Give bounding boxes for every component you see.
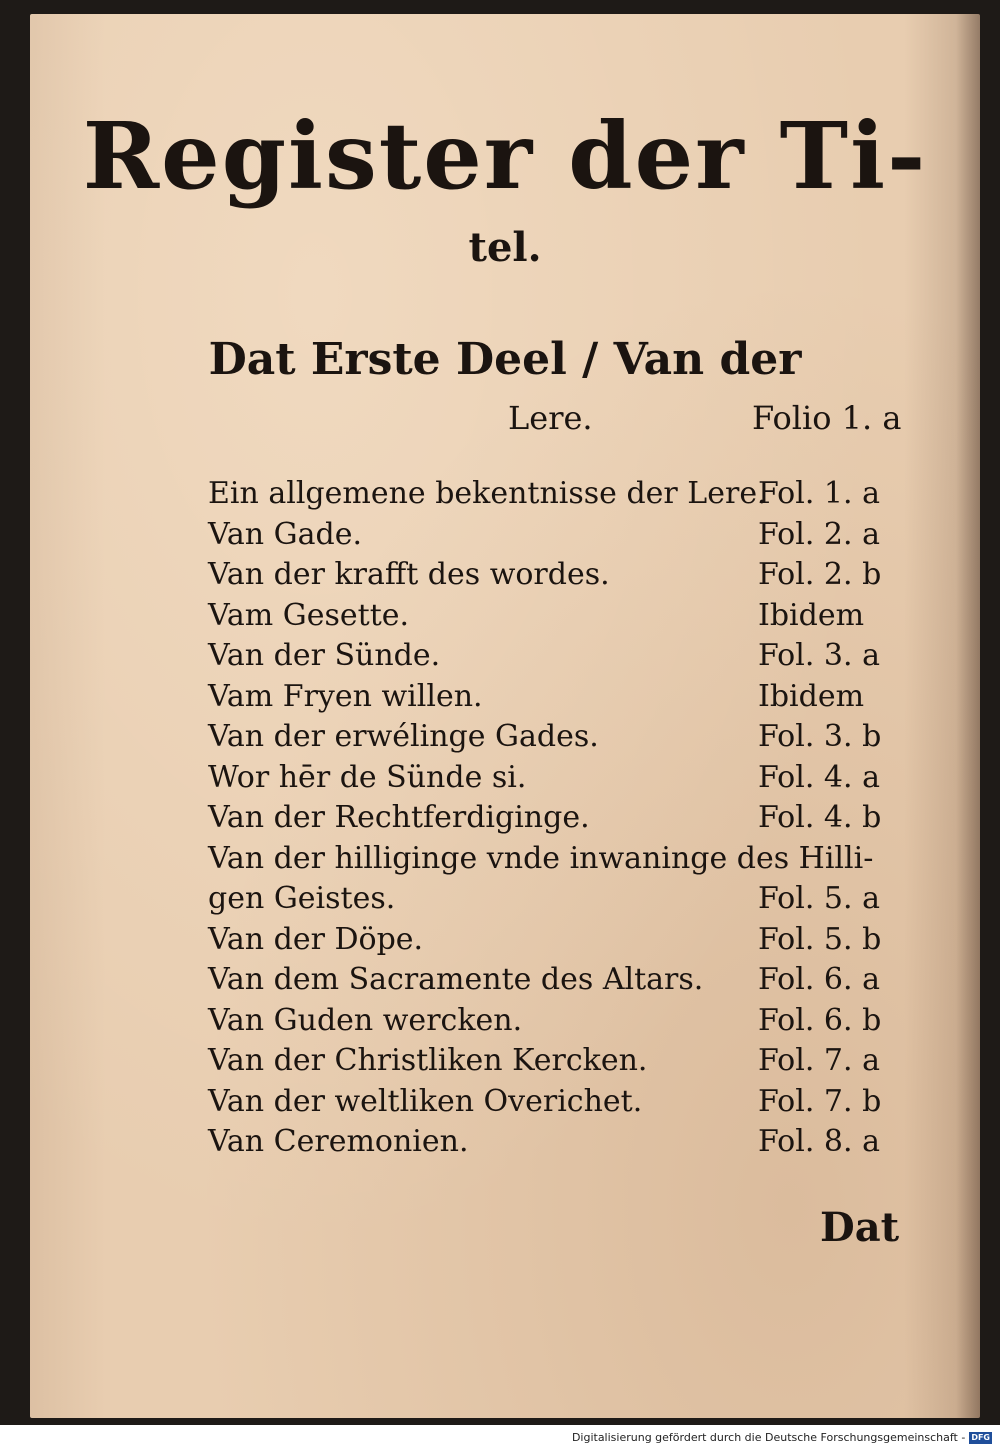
entry-title: gen Geistes. <box>208 881 396 916</box>
list-item <box>208 719 908 760</box>
page-title-continuation: tel. <box>468 224 542 271</box>
digitization-footer <box>572 1431 992 1444</box>
section-heading: Dat Erste Deel / Van der <box>208 334 802 385</box>
dfg-logo-icon: DFG <box>971 1432 990 1442</box>
list-item <box>208 679 908 720</box>
entry-folio: Fol. 4. a <box>758 759 880 795</box>
entry-folio: Fol. 8. a <box>758 1124 880 1159</box>
entry-title: Van Gade. <box>208 516 362 552</box>
list-item <box>208 557 908 598</box>
entry-folio: Fol. 6. b <box>758 1002 882 1038</box>
entry-title: Van der Döpe. <box>208 921 424 957</box>
catchword: Dat <box>820 1204 900 1251</box>
entry-folio: Fol. 5. a <box>758 881 880 916</box>
list-item <box>208 517 908 558</box>
entry-title: Wor hēr de Sünde si. <box>208 759 527 795</box>
list-item <box>208 922 908 963</box>
entry-folio: Fol. 1. a <box>758 476 880 511</box>
list-item <box>208 800 908 841</box>
page-title: Register der Ti- <box>82 102 928 210</box>
entry-title: Vam Gesette. <box>208 597 410 633</box>
entry-folio: Fol. 2. a <box>758 516 880 552</box>
list-item <box>208 1043 908 1084</box>
entry-title: Van der Rechtferdiginge. <box>208 800 590 835</box>
entry-title: Van der hilliginge vnde inwaninge des Hilli- <box>208 840 874 876</box>
entry-folio: Fol. 7. b <box>758 1083 882 1119</box>
list-item <box>208 1003 908 1044</box>
entry-title: Ein allgemene bekentnisse der Lere. <box>208 476 767 511</box>
entry-folio: Fol. 4. b <box>758 800 882 835</box>
entry-folio: Fol. 3. b <box>758 719 882 754</box>
entry-folio: Ibidem <box>758 597 865 633</box>
list-item <box>208 841 908 882</box>
list-item <box>208 1124 908 1165</box>
register-list <box>208 476 908 1165</box>
entry-folio: Fol. 5. b <box>758 921 882 957</box>
entry-title: Vam Fryen willen. <box>208 678 483 714</box>
book-page <box>30 14 980 1418</box>
entry-folio: Fol. 7. a <box>758 1043 880 1078</box>
entry-title: Van Ceremonien. <box>208 1124 469 1159</box>
section-folio: Folio 1. a <box>752 399 902 437</box>
entry-folio: Ibidem <box>758 678 865 714</box>
list-item <box>208 638 908 679</box>
entry-title: Van der krafft des wordes. <box>208 557 610 592</box>
entry-folio: Fol. 6. a <box>758 962 880 997</box>
entry-title: Van dem Sacramente des Altars. <box>208 962 704 997</box>
entry-folio: Fol. 3. a <box>758 638 880 673</box>
list-item <box>208 760 908 801</box>
list-item <box>208 598 908 639</box>
entry-title: Van der Sünde. <box>208 638 441 673</box>
list-item <box>208 1084 908 1125</box>
list-item <box>208 881 908 922</box>
entry-title: Van Guden wercken. <box>208 1002 523 1038</box>
entry-folio: Fol. 2. b <box>758 557 882 592</box>
entry-title: Van der erwélinge Gades. <box>208 719 599 754</box>
footer-credit: Digitalisierung gefördert durch die Deutsche Forschungsgemeinschaft - <box>571 1431 966 1444</box>
entry-title: Van der Christliken Kercken. <box>208 1043 648 1078</box>
entry-title: Van der weltliken Overichet. <box>208 1083 643 1119</box>
section-heading-continuation: Lere. <box>508 399 593 437</box>
list-item <box>208 476 908 517</box>
list-item <box>208 962 908 1003</box>
